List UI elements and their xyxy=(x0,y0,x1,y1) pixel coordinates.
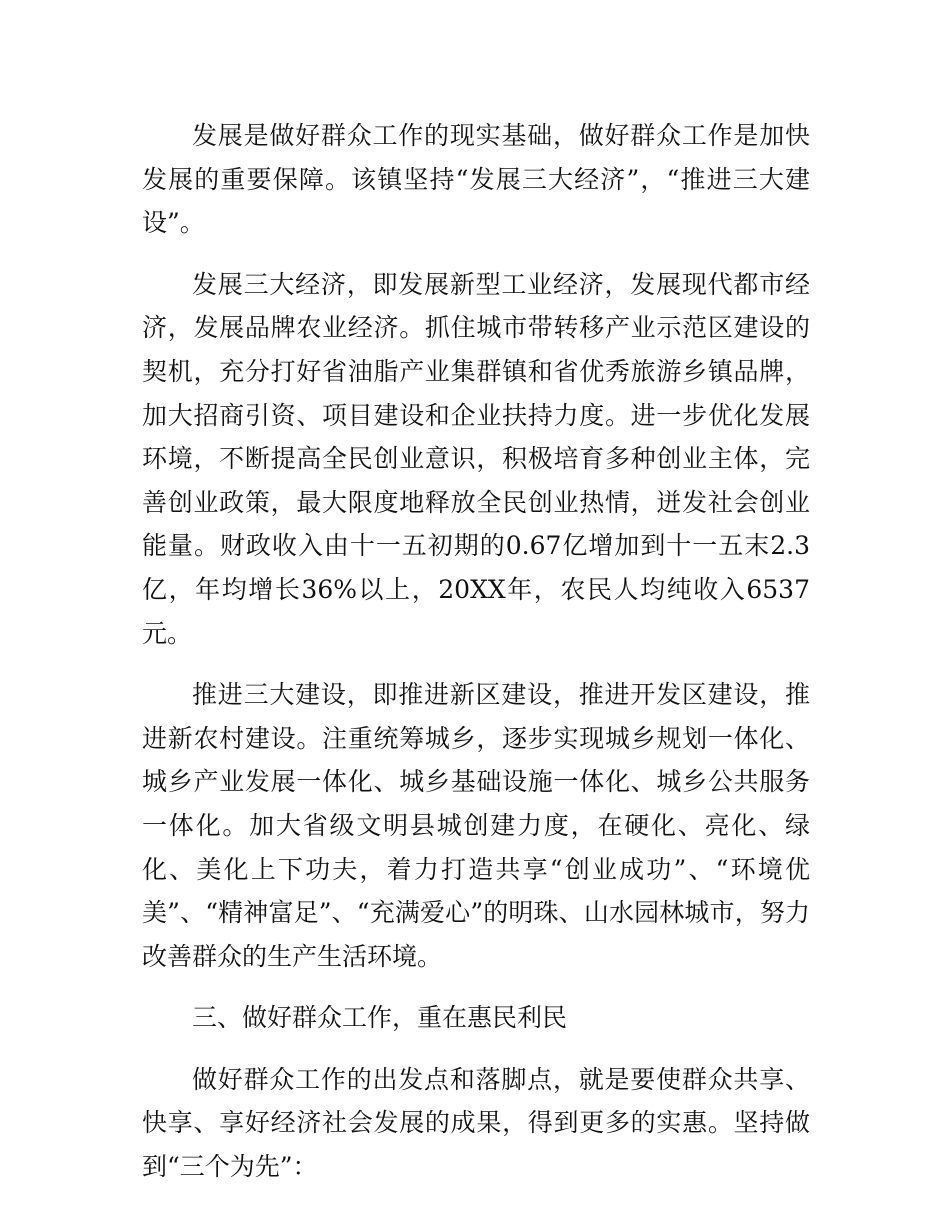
paragraph-development-foundation: 发展是做好群众工作的现实基础，做好群众工作是加快发展的重要保障。该镇坚持“发展三大经济”，“推进三大建设”。 xyxy=(142,121,810,238)
section-heading: 三、做好群众工作，重在惠民利民 xyxy=(192,1003,568,1033)
paragraph-three-economies: 发展三大经济，即发展新型工业经济，发展现代都市经济，发展品牌农业经济。抓住城市带转移产业示范区建设的契机，充分打好省油脂产业集群镇和省优秀旅游乡镇品牌，加大招商引资、项目建设和企业扶持力度。进一步优化发展环境，不断提高全民创业意识，积极培育多种创业主体，完善创业政策，最大限度地释放全民创业热情，迸发社会创业能量。财政收入由十一五初期的0.67亿增加到十一五末2.3亿，年均增长36%以上，20XX年，农民人均纯收入6537元。 xyxy=(142,269,810,648)
document-body xyxy=(142,114,810,1207)
paragraph-benefit-people: 做好群众工作的出发点和落脚点，就是要使群众共享、快享、享好经济社会发展的成果，得到更多的实惠。坚持做到“三个为先”： xyxy=(142,1064,810,1182)
paragraph-three-constructions: 推进三大建设，即推进新区建设，推进开发区建设，推进新农村建设。注重统筹城乡，逐步实现城乡规划一体化、城乡产业发展一体化、城乡基础设施一体化、城乡公共服务一体化。加大省级文明县城创建力度，在硬化、亮化、绿化、美化上下功夫，着力打造共享“创业成功”、“环境优美”、“精神富足”、“充满爱心”的明珠、山水园林城市，努力改善群众的生产生活环境。 xyxy=(142,680,810,971)
